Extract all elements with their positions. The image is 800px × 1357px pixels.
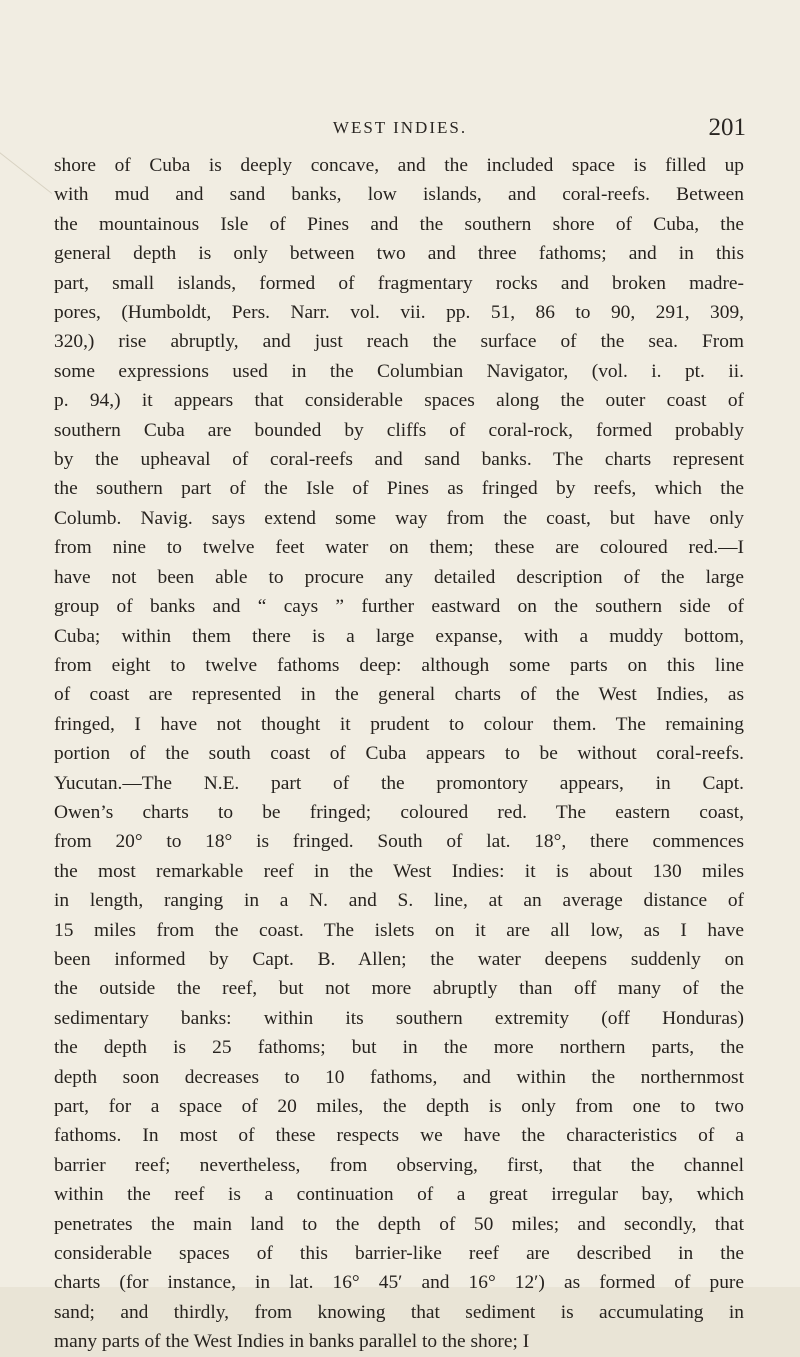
running-head — [0, 114, 800, 144]
text-line: by the upheaval of coral-reefs and sand banks. The charts represent — [54, 449, 744, 471]
text-line: the mountainous Isle of Pines and the southern shore of Cuba, the — [54, 213, 744, 235]
text-line: from 20° to 18° is fringed. South of lat. 18°, there commences — [54, 831, 744, 853]
text-line: considerable spaces of this barrier-like reef are described in the — [54, 1243, 744, 1265]
page-number: 201 — [708, 114, 746, 141]
text-line: many parts of the West Indies in banks parallel to the shore; I — [54, 1331, 530, 1353]
text-line: with mud and sand banks, low islands, and coral-reefs. Between — [54, 184, 744, 206]
text-line: sand; and thirdly, from knowing that sediment is accumulating in — [54, 1301, 744, 1323]
text-line: general depth is only between two and three fathoms; and in this — [54, 243, 744, 265]
text-line: the depth is 25 fathoms; but in the more northern parts, the — [54, 1037, 744, 1059]
text-line: fathoms. In most of these respects we have the characteristics of a — [54, 1125, 744, 1147]
text-line: charts (for instance, in lat. 16° 45′ and 16° 12′) as formed of pure — [54, 1272, 744, 1294]
text-line: of coast are represented in the general charts of the West Indies, as — [54, 684, 744, 706]
text-line: 15 miles from the coast. The islets on it are all low, as I have — [54, 919, 744, 941]
text-line: southern Cuba are bounded by cliffs of coral-rock, formed probably — [54, 419, 744, 441]
text-line: portion of the south coast of Cuba appears to be without coral-reefs. — [54, 743, 744, 765]
text-line: group of banks and “ cays ” further eastward on the southern side of — [54, 596, 744, 618]
text-line: fringed, I have not thought it prudent to colour them. The remaining — [54, 713, 744, 735]
text-line: have not been able to procure any detailed description of the large — [54, 566, 744, 588]
text-line: the southern part of the Isle of Pines as fringed by reefs, which the — [54, 478, 744, 500]
text-line: Owen’s charts to be fringed; coloured red. The eastern coast, — [54, 801, 744, 823]
text-line: part, small islands, formed of fragmentary rocks and broken madre- — [54, 272, 744, 294]
text-line: 320,) rise abruptly, and just reach the surface of the sea. From — [54, 331, 744, 353]
text-line: been informed by Capt. B. Allen; the water deepens suddenly on — [54, 948, 744, 970]
running-title: WEST INDIES. — [332, 118, 468, 137]
text-line: the outside the reef, but not more abruptly than off many of the — [54, 978, 744, 1000]
text-line: shore of Cuba is deeply concave, and the included space is filled up — [54, 155, 744, 176]
text-line: Yucutan.—The N.E. part of the promontory appears, in Capt. — [54, 772, 744, 794]
text-line: within the reef is a continuation of a great irregular bay, which — [54, 1184, 744, 1206]
text-line: pores, (Humboldt, Pers. Narr. vol. vii. pp. 51, 86 to 90, 291, 309, — [54, 302, 744, 324]
text-line: Cuba; within them there is a large expanse, with a muddy bottom, — [54, 625, 744, 647]
text-line: penetrates the main land to the depth of 50 miles; and secondly, that — [54, 1213, 744, 1235]
text-line: p. 94,) it appears that considerable spaces along the outer coast of — [54, 390, 744, 412]
text-line: from eight to twelve fathoms deep: although some parts on this line — [54, 654, 744, 676]
text-line: in length, ranging in a N. and S. line, at an average distance of — [54, 890, 744, 912]
text-line: the most remarkable reef in the West Indies: it is about 130 miles — [54, 860, 744, 882]
body-text — [54, 151, 744, 1357]
text-line: sedimentary banks: within its southern extremity (off Honduras) — [54, 1007, 744, 1029]
text-line: depth soon decreases to 10 fathoms, and within the northernmost — [54, 1066, 744, 1088]
text-line: some expressions used in the Columbian Navigator, (vol. i. pt. ii. — [54, 360, 744, 382]
text-line: barrier reef; nevertheless, from observing, first, that the channel — [54, 1154, 744, 1176]
text-line: part, for a space of 20 miles, the depth is only from one to two — [54, 1096, 744, 1117]
text-line: Columb. Navig. says extend some way from the coast, but have only — [54, 507, 744, 529]
text-line: from nine to twelve feet water on them; these are coloured red.—I — [54, 537, 744, 559]
